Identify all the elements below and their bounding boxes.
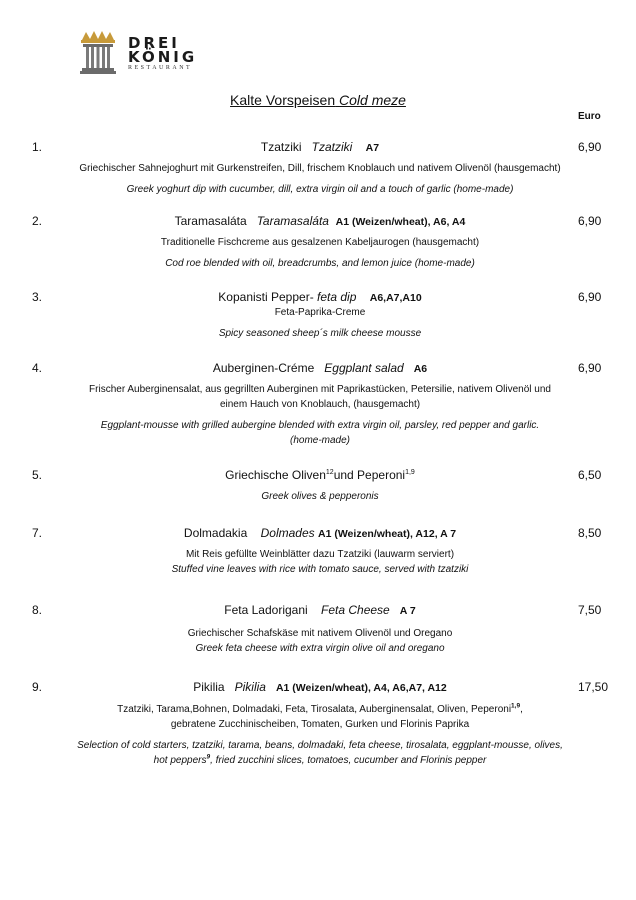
item-description-en: Greek feta cheese with extra virgin olive oil and oregano xyxy=(195,643,445,654)
item-allergens: A1 (Weizen/wheat), A6, A4 xyxy=(335,216,466,228)
item-allergen-sup-1: 12 xyxy=(325,469,334,476)
item-name-en: Dolmades xyxy=(260,526,315,540)
item-description-en: Spicy seasoned sheep´s milk cheese mousse xyxy=(218,328,422,339)
item-name-mid: und Peperoni xyxy=(333,468,406,482)
item-price: 17,50 xyxy=(578,680,609,694)
item-number: 9. xyxy=(32,680,43,694)
item-number: 7. xyxy=(32,526,43,540)
item-heading xyxy=(60,361,580,375)
item-name-en: Feta Cheese xyxy=(321,603,390,617)
item-price: 6,90 xyxy=(578,361,602,375)
item-description-en: Cod roe blended with oil, breadcrumbs, and lemon juice (home-made) xyxy=(165,258,475,269)
item-description-de: Feta-Paprika-Creme xyxy=(274,307,366,318)
item-price: 6,50 xyxy=(578,468,602,482)
item-price: 7,50 xyxy=(578,603,602,617)
item-heading xyxy=(60,140,580,154)
item-description-de: Griechischer Sahnejoghurt mit Gurkenstreifen, Dill, frischem Knoblauch und nativem Olivenöl (hausgemacht) xyxy=(79,163,561,174)
section-title-en: Cold meze xyxy=(339,92,406,108)
item-price: 6,90 xyxy=(578,140,602,154)
item-name-en: Taramasaláta xyxy=(256,214,329,228)
item-number: 2. xyxy=(32,214,43,228)
item-number: 4. xyxy=(32,361,43,375)
item-price: 6,90 xyxy=(578,214,602,228)
item-heading xyxy=(60,603,580,617)
item-allergens: A1 (Weizen/wheat), A4, A6,A7, A12 xyxy=(275,682,447,694)
item-allergens: A 7 xyxy=(399,605,416,617)
logo-wordmark xyxy=(128,36,197,71)
item-heading xyxy=(60,214,580,228)
item-number: 8. xyxy=(32,603,43,617)
item-number: 1. xyxy=(32,140,43,154)
item-description-en: Greek yoghurt dip with cucumber, dill, extra virgin oil and a touch of garlic (home-made) xyxy=(126,184,514,195)
item-name-en: Tzatziki xyxy=(311,140,353,154)
item-description-de-line-1-end: , xyxy=(520,704,523,715)
item-price: 8,50 xyxy=(578,526,602,540)
item-description-de: Mit Reis gefüllte Weinblätter dazu Tzatziki (lauwarm serviert) xyxy=(185,549,455,560)
item-description-de-line-2: einem Hauch von Knoblauch, (hausgemacht) xyxy=(219,399,421,410)
item-allergens: A1 (Weizen/wheat), A12, A 7 xyxy=(318,528,457,540)
item-heading xyxy=(60,290,580,304)
item-description-de-line-1: Tzatziki, Tarama,Bohnen, Dolmadaki, Feta, Tirosalata, Auberginensalat, Oliven, Peperoni xyxy=(117,704,512,715)
item-name: Feta Ladorigani xyxy=(224,603,308,617)
item-allergen-sup: 1,9 xyxy=(511,702,521,710)
item-description-en-line-1: Selection of cold starters, tzatziki, tarama, beans, dolmadaki, feta cheese, tirosalata, eggplant-mousse, olives, xyxy=(77,740,563,751)
item-description-de xyxy=(60,702,580,732)
section-title xyxy=(0,92,636,108)
item-allergen-sup-2: 1,9 xyxy=(405,469,415,476)
item-name: Kopanisti Pepper- xyxy=(218,290,314,304)
item-description-en: Stuffed vine leaves with rice with tomato sauce, served with tzatziki xyxy=(171,564,469,575)
item-description-en xyxy=(60,738,580,768)
item-description-en-line-2a: hot peppers xyxy=(153,755,207,766)
item-name-en: Pikilia xyxy=(234,680,266,694)
item-description-en-line-2b: , fried zucchini slices, tomatoes, cucumber and Florinis pepper xyxy=(210,755,487,766)
item-description-de xyxy=(60,382,580,412)
item-name: Taramasaláta xyxy=(174,214,247,228)
item-description-en-line-1: Eggplant-mousse with grilled aubergine blended with extra virgin oil, parsley, red pepper and garlic. xyxy=(100,420,540,431)
logo-line-1: DREI xyxy=(128,34,180,52)
logo-line-2: KÖNIG xyxy=(128,48,198,66)
item-number: 5. xyxy=(32,468,43,482)
logo-line-3: RESTAURANT xyxy=(128,65,193,71)
item-description-en xyxy=(60,418,580,448)
item-name: Auberginen-Créme xyxy=(212,361,315,375)
item-heading xyxy=(60,680,580,694)
item-description-de-line-2: gebratene Zucchinischeiben, Tomaten, Gurken und Florinis Paprika xyxy=(170,719,470,730)
item-description-en-line-2: (home-made) xyxy=(289,435,351,446)
item-description-de: Traditionelle Fischcreme aus gesalzenen Kabeljaurogen (hausgemacht) xyxy=(160,237,480,248)
section-title-de: Kalte Vorspeisen xyxy=(230,92,336,108)
item-name: Griechische Oliven xyxy=(225,468,326,482)
item-heading xyxy=(60,526,580,540)
item-allergens: A7 xyxy=(365,142,380,154)
item-allergens: A6 xyxy=(413,363,428,375)
item-name-en: Eggplant salad xyxy=(324,361,404,375)
item-description-de-line-1: Frischer Auberginensalat, aus gegrillten Auberginen mit Paprikastücken, Petersilie, nativem Olivenöl und xyxy=(89,384,551,395)
currency-label: Euro xyxy=(578,111,601,122)
item-name: Tzatziki xyxy=(260,140,302,154)
item-name: Pikilia xyxy=(193,680,225,694)
item-number: 3. xyxy=(32,290,43,304)
item-allergen-sup: 9 xyxy=(206,753,211,761)
restaurant-logo xyxy=(78,30,228,74)
item-description-de: Griechischer Schafskäse mit nativem Olivenöl und Oregano xyxy=(187,628,453,639)
column-crown-icon xyxy=(78,30,118,74)
item-heading xyxy=(60,468,580,482)
item-price: 6,90 xyxy=(578,290,602,304)
item-name-en: feta dip xyxy=(317,290,357,304)
item-description-en: Greek olives & pepperonis xyxy=(261,491,379,502)
item-allergens: A6,A7,A10 xyxy=(369,292,422,304)
item-name: Dolmadakia xyxy=(183,526,248,540)
